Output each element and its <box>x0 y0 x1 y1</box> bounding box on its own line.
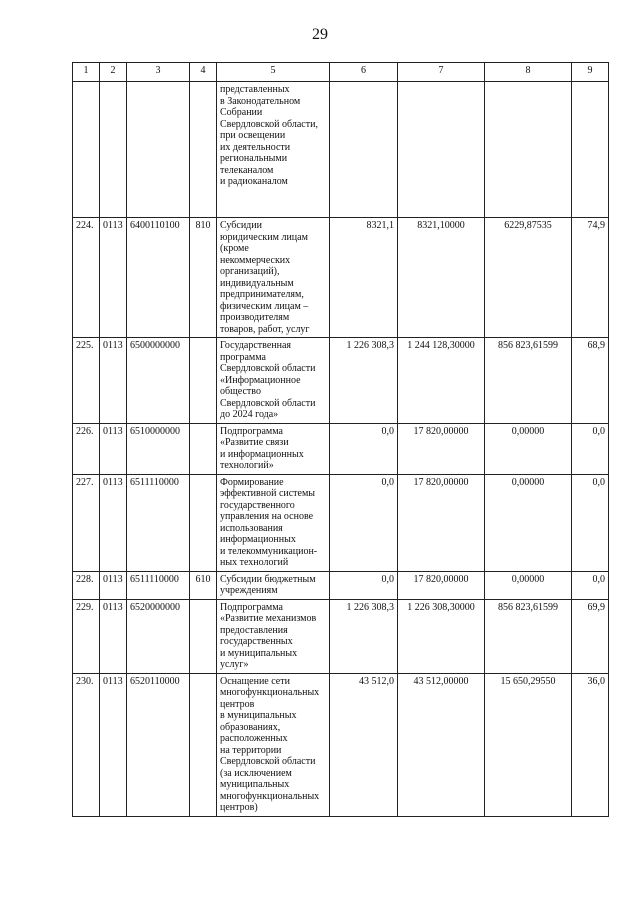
table-row <box>73 599 609 673</box>
executed-amount: 15 650,29550 <box>485 673 572 816</box>
refined-amount: 1 244 128,30000 <box>398 338 485 424</box>
approved-amount: 1 226 308,3 <box>330 338 398 424</box>
item-name: Государственная программа Свердловской области «Информационное общество Свердловской области до 2024 года» <box>217 338 330 424</box>
table-row <box>73 423 609 474</box>
target-code: 6511110000 <box>127 571 190 599</box>
column-header: 3 <box>127 63 190 82</box>
column-header: 2 <box>100 63 127 82</box>
target-code: 6400110100 <box>127 218 190 338</box>
target-code: 6510000000 <box>127 423 190 474</box>
column-header: 5 <box>217 63 330 82</box>
execution-percent: 0,0 <box>572 423 609 474</box>
row-number: 225. <box>73 338 100 424</box>
page-number: 29 <box>312 26 328 43</box>
execution-percent: 0,0 <box>572 571 609 599</box>
column-header: 9 <box>572 63 609 82</box>
refined-amount: 43 512,00000 <box>398 673 485 816</box>
approved-amount: 43 512,0 <box>330 673 398 816</box>
refined-amount: 1 226 308,30000 <box>398 599 485 673</box>
row-number: 230. <box>73 673 100 816</box>
refined-amount: 17 820,00000 <box>398 474 485 571</box>
target-code <box>127 82 190 218</box>
table-row <box>73 218 609 338</box>
expense-type <box>190 423 217 474</box>
column-header: 1 <box>73 63 100 82</box>
section-code: 0113 <box>100 673 127 816</box>
execution-percent: 68,9 <box>572 338 609 424</box>
approved-amount: 1 226 308,3 <box>330 599 398 673</box>
column-header: 6 <box>330 63 398 82</box>
item-name: Формирование эффективной системы государственного управления на основе использования информационных и телекоммуникацион- ных технологий <box>217 474 330 571</box>
section-code: 0113 <box>100 474 127 571</box>
section-code: 0113 <box>100 571 127 599</box>
refined-amount: 8321,10000 <box>398 218 485 338</box>
expense-type: 810 <box>190 218 217 338</box>
target-code: 6520000000 <box>127 599 190 673</box>
expense-type <box>190 82 217 218</box>
row-number: 228. <box>73 571 100 599</box>
refined-amount: 17 820,00000 <box>398 423 485 474</box>
approved-amount: 0,0 <box>330 571 398 599</box>
expense-type <box>190 673 217 816</box>
section-code <box>100 82 127 218</box>
executed-amount: 0,00000 <box>485 474 572 571</box>
table-row <box>73 673 609 816</box>
row-number: 227. <box>73 474 100 571</box>
table-row <box>73 571 609 599</box>
section-code: 0113 <box>100 218 127 338</box>
expense-type <box>190 599 217 673</box>
column-header: 4 <box>190 63 217 82</box>
approved-amount: 8321,1 <box>330 218 398 338</box>
row-number: 226. <box>73 423 100 474</box>
target-code: 6520110000 <box>127 673 190 816</box>
target-code: 6500000000 <box>127 338 190 424</box>
expense-type <box>190 474 217 571</box>
approved-amount <box>330 82 398 218</box>
item-name: Субсидии бюджетным учреждениям <box>217 571 330 599</box>
target-code: 6511110000 <box>127 474 190 571</box>
executed-amount: 0,00000 <box>485 423 572 474</box>
section-code: 0113 <box>100 423 127 474</box>
item-name: представленных в Законодательном Собрании Свердловской области, при освещении их деятельности региональными телеканалом и радиоканалом <box>217 82 330 218</box>
table-row <box>73 338 609 424</box>
row-number: 224. <box>73 218 100 338</box>
approved-amount: 0,0 <box>330 423 398 474</box>
executed-amount <box>485 82 572 218</box>
approved-amount: 0,0 <box>330 474 398 571</box>
executed-amount: 0,00000 <box>485 571 572 599</box>
section-code: 0113 <box>100 338 127 424</box>
section-code: 0113 <box>100 599 127 673</box>
expense-type: 610 <box>190 571 217 599</box>
execution-percent: 74,9 <box>572 218 609 338</box>
item-name: Оснащение сети многофункциональных центров в муниципальных образованиях, расположенных на территории Свердловской области (за исключением муниципальных многофункциональных центров) <box>217 673 330 816</box>
column-header: 7 <box>398 63 485 82</box>
execution-percent: 36,0 <box>572 673 609 816</box>
row-number: 229. <box>73 599 100 673</box>
column-header: 8 <box>485 63 572 82</box>
expense-type <box>190 338 217 424</box>
refined-amount <box>398 82 485 218</box>
row-number <box>73 82 100 218</box>
executed-amount: 856 823,61599 <box>485 599 572 673</box>
refined-amount: 17 820,00000 <box>398 571 485 599</box>
execution-percent <box>572 82 609 218</box>
item-name: Подпрограмма «Развитие связи и информационных технологий» <box>217 423 330 474</box>
executed-amount: 856 823,61599 <box>485 338 572 424</box>
table-row <box>73 474 609 571</box>
execution-percent: 69,9 <box>572 599 609 673</box>
executed-amount: 6229,87535 <box>485 218 572 338</box>
table-row <box>73 82 609 218</box>
item-name: Подпрограмма «Развитие механизмов предоставления государственных и муниципальных услуг» <box>217 599 330 673</box>
budget-table <box>72 62 609 817</box>
header-row <box>73 63 609 82</box>
execution-percent: 0,0 <box>572 474 609 571</box>
item-name: Субсидии юридическим лицам (кроме некоммерческих организаций), индивидуальным предпринимателям, физическим лицам – производителям товаров, работ, услуг <box>217 218 330 338</box>
